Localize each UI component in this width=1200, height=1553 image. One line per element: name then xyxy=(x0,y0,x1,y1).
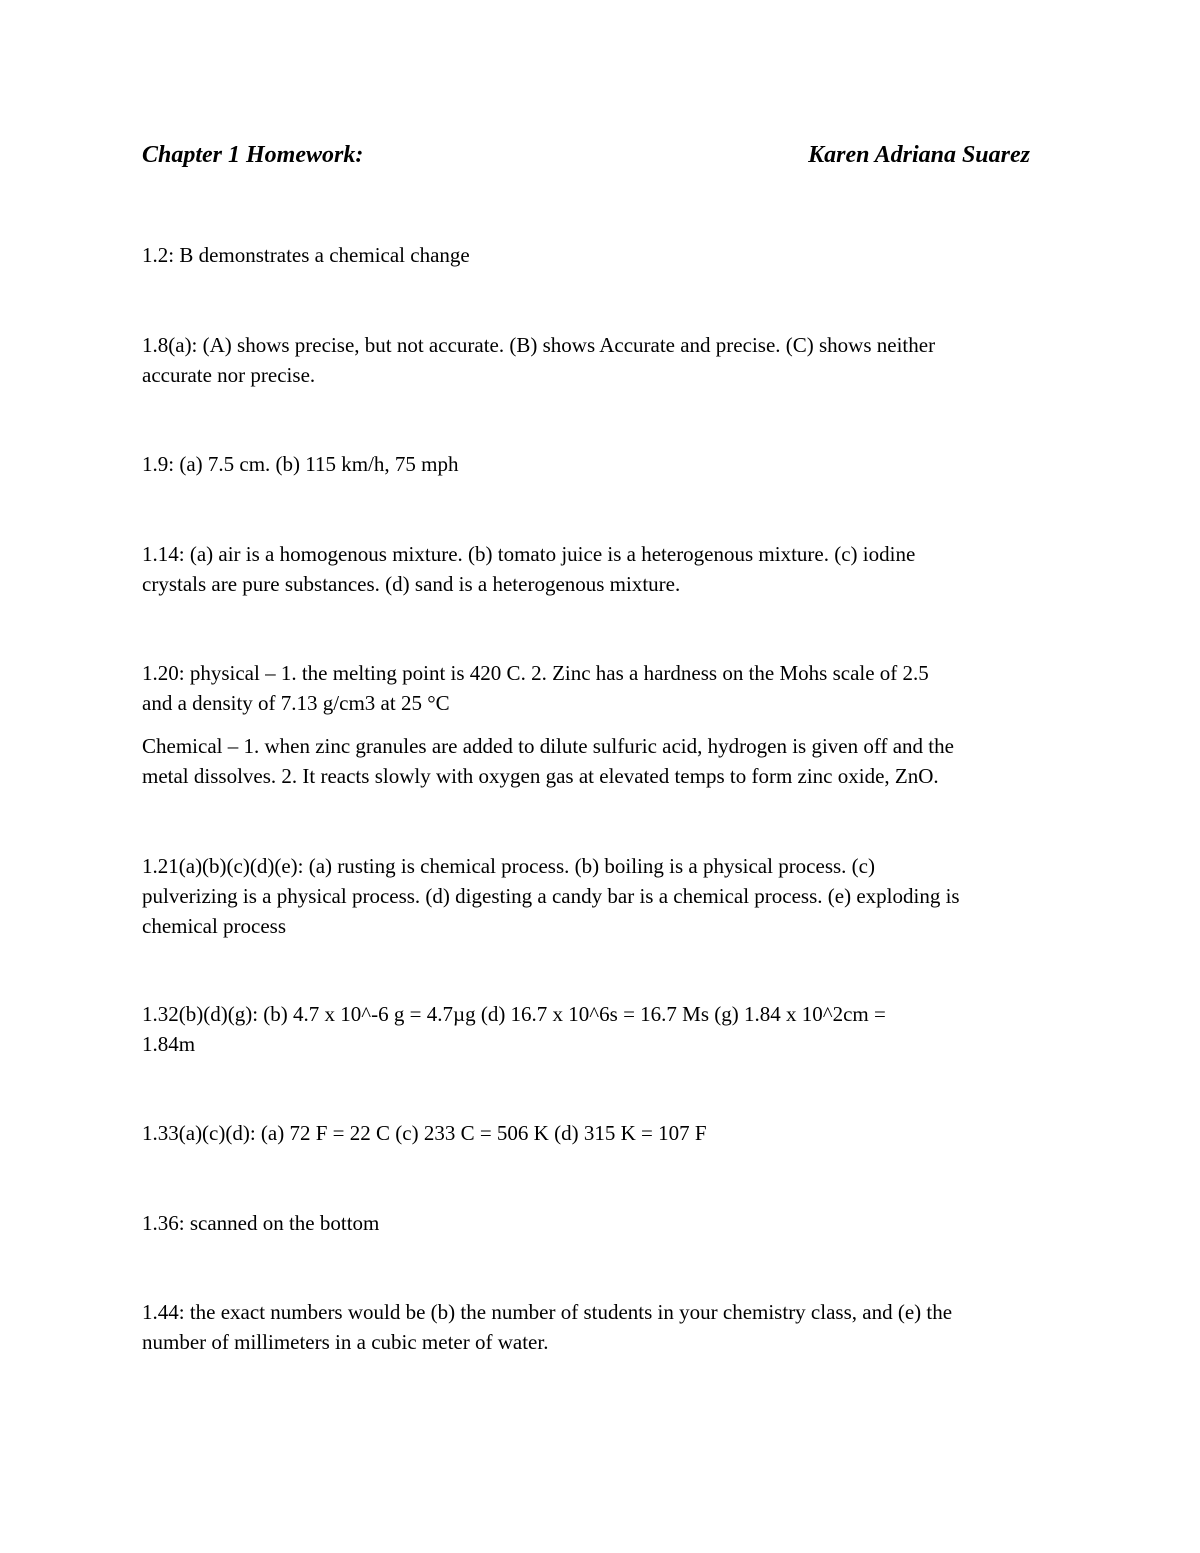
answer-line: metal dissolves. 2. It reacts slowly with oxygen gas at elevated temps to form zinc oxide, ZnO. xyxy=(142,764,939,788)
answer-1-32 xyxy=(142,999,1067,1059)
answer-1-21 xyxy=(142,851,1067,941)
answer-line: crystals are pure substances. (d) sand is a heterogenous mixture. xyxy=(142,572,681,596)
answer-line: 1.9: (a) 7.5 cm. (b) 115 km/h, 75 mph xyxy=(142,452,459,476)
answer-1-33 xyxy=(142,1118,1067,1148)
page-title: Chapter 1 Homework: xyxy=(142,142,364,168)
answer-line: 1.33(a)(c)(d): (a) 72 F = 22 C (c) 233 C = 506 K (d) 315 K = 107 F xyxy=(142,1121,707,1145)
answer-line: chemical process xyxy=(142,914,287,938)
answer-line: 1.21(a)(b)(c)(d)(e): (a) rusting is chemical process. (b) boiling is a physical process. (c) xyxy=(142,854,875,878)
answer-line: number of millimeters in a cubic meter of water. xyxy=(142,1330,549,1354)
answer-1-8a xyxy=(142,330,1067,390)
answer-1-9 xyxy=(142,449,1067,479)
answer-1-36 xyxy=(142,1208,1067,1238)
answer-1-44 xyxy=(142,1297,1067,1357)
answer-line: and a density of 7.13 g/cm3 at 25 °C xyxy=(142,691,450,715)
answer-line: 1.20: physical – 1. the melting point is 420 C. 2. Zinc has a hardness on the Mohs scale of 2.5 xyxy=(142,661,929,685)
answer-line: 1.32(b)(d)(g): (b) 4.7 x 10^-6 g = 4.7µg (d) 16.7 x 10^6s = 16.7 Ms (g) 1.84 x 10^2cm = xyxy=(142,1002,886,1026)
answer-line: accurate nor precise. xyxy=(142,363,316,387)
author-name: Karen Adriana Suarez xyxy=(808,142,1030,168)
answer-1-14 xyxy=(142,539,1067,599)
answer-line: 1.2: B demonstrates a chemical change xyxy=(142,243,470,267)
answer-line: 1.8(a): (A) shows precise, but not accurate. (B) shows Accurate and precise. (C) shows neither xyxy=(142,333,936,357)
answer-1-20-chemical xyxy=(142,731,1067,791)
answer-line: 1.14: (a) air is a homogenous mixture. (b) tomato juice is a heterogenous mixture. (c) iodine xyxy=(142,542,916,566)
answer-line: pulverizing is a physical process. (d) digesting a candy bar is a chemical process. (e) exploding is xyxy=(142,884,960,908)
answer-line: Chemical – 1. when zinc granules are added to dilute sulfuric acid, hydrogen is given off and the xyxy=(142,734,954,758)
answer-line: 1.36: scanned on the bottom xyxy=(142,1211,380,1235)
answer-line: 1.44: the exact numbers would be (b) the number of students in your chemistry class, and (e) the xyxy=(142,1300,953,1324)
document-header xyxy=(142,142,1030,176)
answer-1-20-physical xyxy=(142,658,1067,718)
answer-1-2 xyxy=(142,240,1067,270)
answer-line: 1.84m xyxy=(142,1032,196,1056)
